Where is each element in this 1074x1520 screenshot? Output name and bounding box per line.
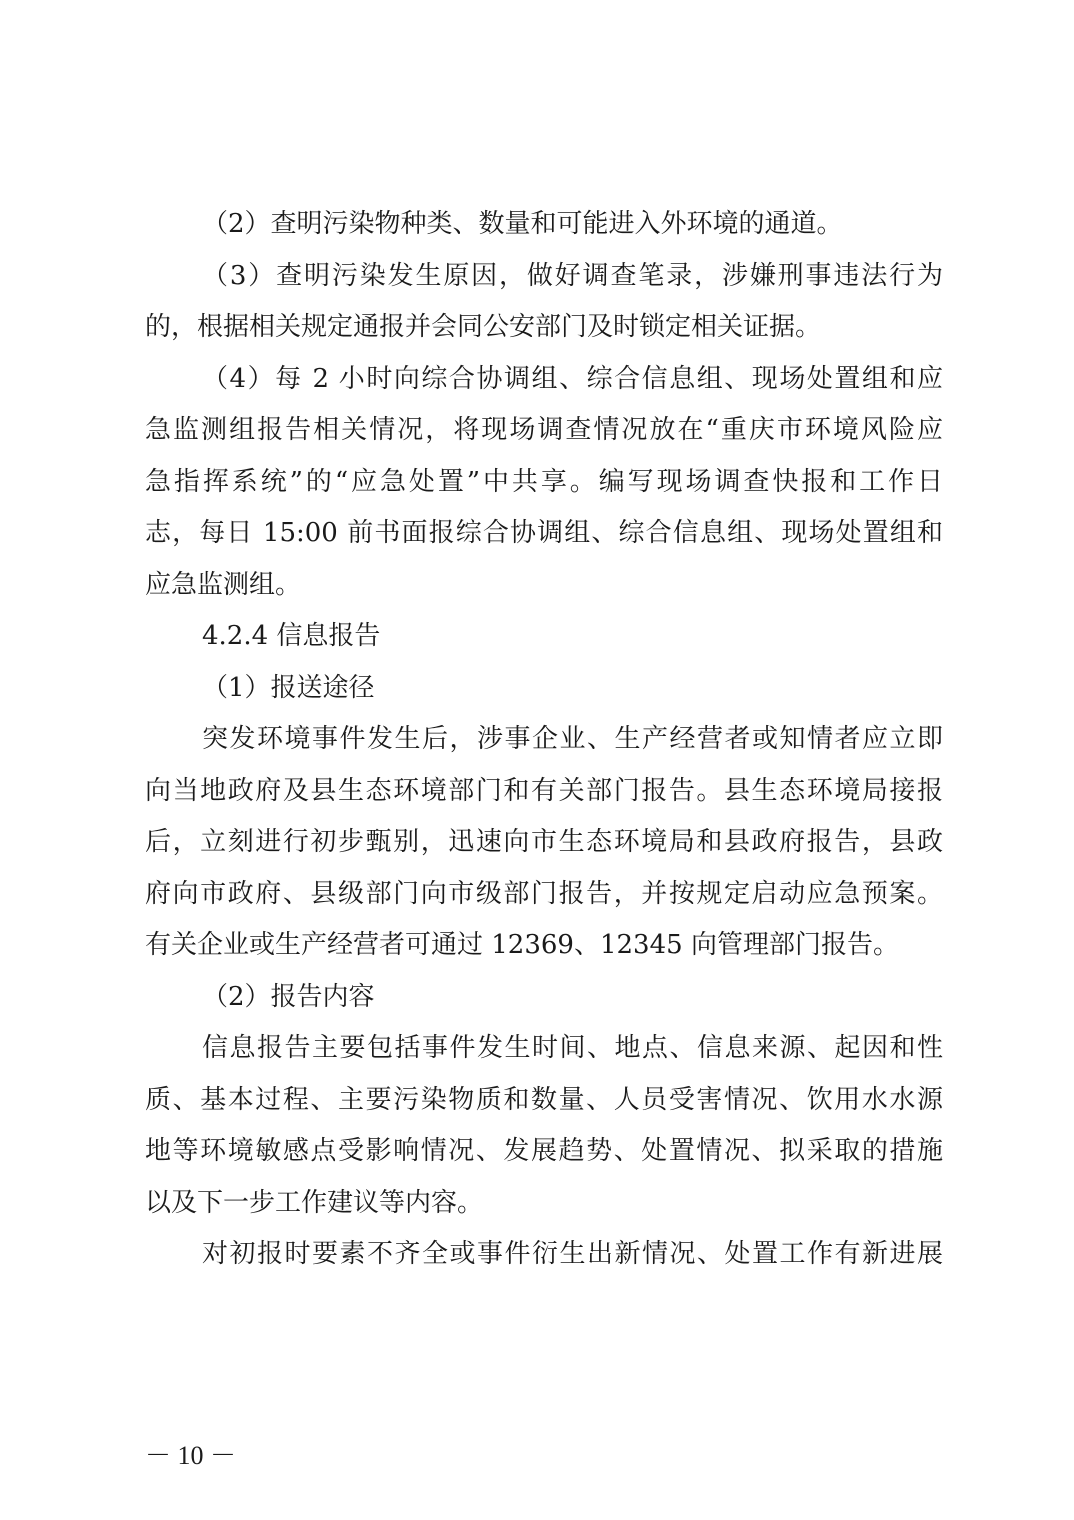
text-line: 有关企业或生产经营者可通过 12369、12345 向管理部门报告。 [145,930,899,960]
text-line: 信息报告主要包括事件发生时间、地点、信息来源、起因和性 [202,1033,943,1063]
text-line: （2）查明污染物种类、数量和可能进入外环境的通道。 [202,209,843,239]
text-line: （3）查明污染发生原因，做好调查笔录，涉嫌刑事违法行为 [202,260,943,291]
text-line: 急指挥系统”的“应急处置”中共享。编写现场调查快报和工作日 [145,466,943,497]
text-line: 府向市政府、县级部门向市级部门报告，并按规定启动应急预案。 [145,878,943,909]
text-line: 的，根据相关规定通报并会同公安部门及时锁定相关证据。 [145,312,822,342]
text-line: 4.2.4 信息报告 [202,621,381,651]
text-line: 后，立刻进行初步甄别，迅速向市生态环境局和县政府报告，县政 [145,827,943,857]
text-line: （2）报告内容 [202,981,375,1012]
document-body [145,199,943,1281]
text-line: 急监测组报告相关情况，将现场调查情况放在“重庆市环境风险应 [145,415,943,445]
text-line: （1）报送途径 [202,672,375,703]
text-line: 地等环境敏感点受影响情况、发展趋势、处置情况、拟采取的措施 [145,1136,943,1166]
text-line: 质、基本过程、主要污染物质和数量、人员受害情况、饮用水水源 [145,1084,943,1115]
page-number: － 10 － [145,1441,237,1470]
text-line: 志，每日 15:00 前书面报综合协调组、综合信息组、现场处置组和 [145,518,943,548]
text-line: （4）每 2 小时向综合协调组、综合信息组、现场处置组和应 [202,363,943,394]
text-line: 应急监测组。 [145,569,302,600]
text-line: 突发环境事件发生后，涉事企业、生产经营者或知情者应立即 [202,724,943,754]
text-line: 对初报时要素不齐全或事件衍生出新情况、处置工作有新进展 [202,1239,943,1269]
text-line: 向当地政府及县生态环境部门和有关部门报告。县生态环境局接报 [145,775,943,806]
text-line: 以及下一步工作建议等内容。 [145,1187,484,1218]
